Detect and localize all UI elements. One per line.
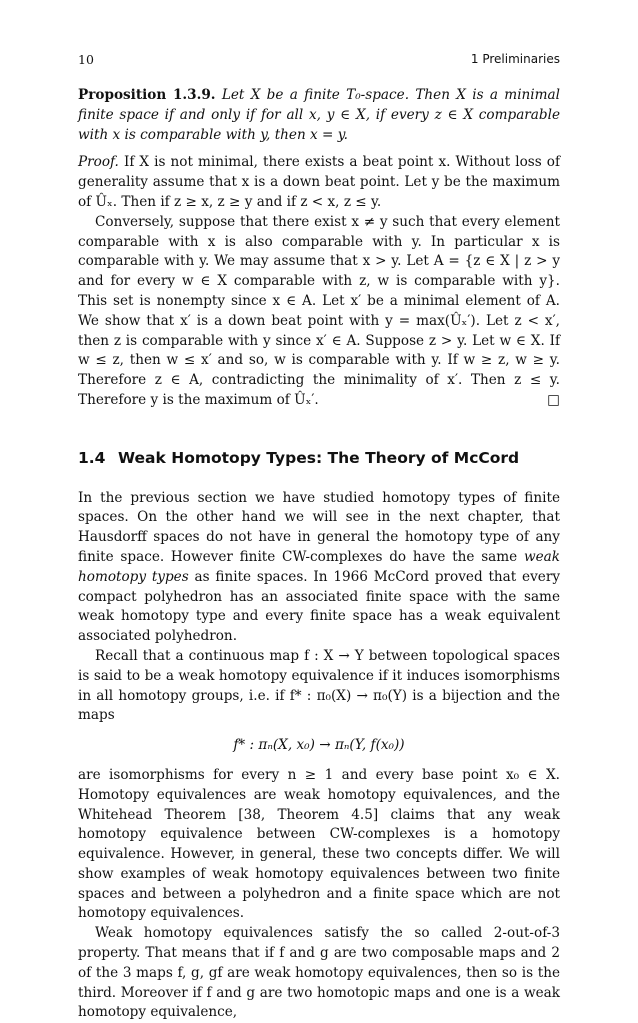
paragraph-text: as finite spaces. In 1966 McCord proved that every compact polyhedron has an associated finite space with the same weak homotopy type and every finite space has a weak equivalent associated polyhedron. (78, 568, 561, 645)
proof-paragraph-1 (78, 153, 560, 212)
section-paragraph-3: are isomorphisms for every n ≥ 1 and every base point x₀ ∈ X. Homotopy equivalences are weak homotopy equivalences, and the Whitehead Theorem [38, Theorem 4.5] claims that any weak homotopy equivalence between CW-complexes is a homotopy equivalence. However, in general, these two concepts differ. We will show examples of weak homotopy equivalences between two finite spaces and between a polyhedron and a finite space which are not homotopy equivalences. (78, 766, 560, 922)
proposition-statement: Let X be a finite T₀-space. Then X is a minimal finite space if and only if for all x, y ∈ X, if every z ∈ X comparable with x is comparable with y, then x = y. (78, 87, 560, 143)
paragraph-text: In the previous section we have studied homotopy types of finite spaces. On the other hand we will see in the next chapter, that Hausdorff spaces do not have in general the homotopy type of any finite space. However finite CW-complexes do have the same (78, 489, 560, 565)
section-paragraph-1 (78, 489, 560, 647)
qed-symbol: □ (547, 391, 560, 408)
proposition-label: Proposition 1.3.9. (78, 87, 216, 103)
section-title: Weak Homotopy Types: The Theory of McCord (118, 448, 520, 467)
proof-text-2: Conversely, suppose that there exist x ≠ y such that every element comparable with x is also comparable with y. In particular x is comparable with y. We may assume that x > y. Let A = {z ∈ X | z > y and for every w ∈ X comparable with z, w is comparable with y}. This set is nonempty since x ∈ A. Let x′ be a minimal element of A. We show that x′ is a down beat point with y = max(Ûₓ′). Let z < x′, then z is comparable with y since x′ ∈ A. Suppose z > y. Let w ∈ X. If w ≤ z, then w ≤ x′ and so, w is comparable with y. If w ≥ z, w ≥ y. Therefore z ∈ A, contradicting the minimality of x′. Then z ≤ y. Therefore y is the maximum of Ûₓ′. (78, 213, 560, 408)
proposition (78, 86, 560, 145)
page-number: 10 (78, 52, 94, 67)
emphasis-weak-homotopy-types: weak homotopy types (78, 548, 560, 585)
proof-label: Proof. (78, 154, 119, 171)
display-equation: f* : πₙ(X, x₀) → πₙ(Y, f(x₀)) (233, 737, 405, 754)
chapter-title: 1 Preliminaries (470, 52, 560, 66)
section-paragraph-4: Weak homotopy equivalences satisfy the so called 2-out-of-3 property. That means that if f and g are two composable maps and 2 of the 3 maps f, g, gf are weak homotopy equivalences, then so is the third. Moreover if f and g are two homotopic maps and one is a weak homotopy equivalence, (78, 925, 560, 1021)
page-body (78, 86, 560, 1023)
section-paragraph-2: Recall that a continuous map f : X → Y between topological spaces is said to be a weak homotopy equivalence if it induces isomorphisms in all homotopy groups, i.e. if f* : π₀(X) → π₀(Y) is a bijection and the maps (78, 647, 560, 724)
section-number: 1.4 (78, 448, 106, 467)
section-heading (78, 449, 560, 469)
proof-paragraph-2 (78, 213, 560, 411)
proof-text-1: If X is not minimal, there exists a beat point x. Without loss of generality assume that x is a down beat point. Let y be the maximum of Ûₓ. Then if z ≥ x, z ≥ y and if z < x, z ≤ y. (78, 154, 560, 210)
